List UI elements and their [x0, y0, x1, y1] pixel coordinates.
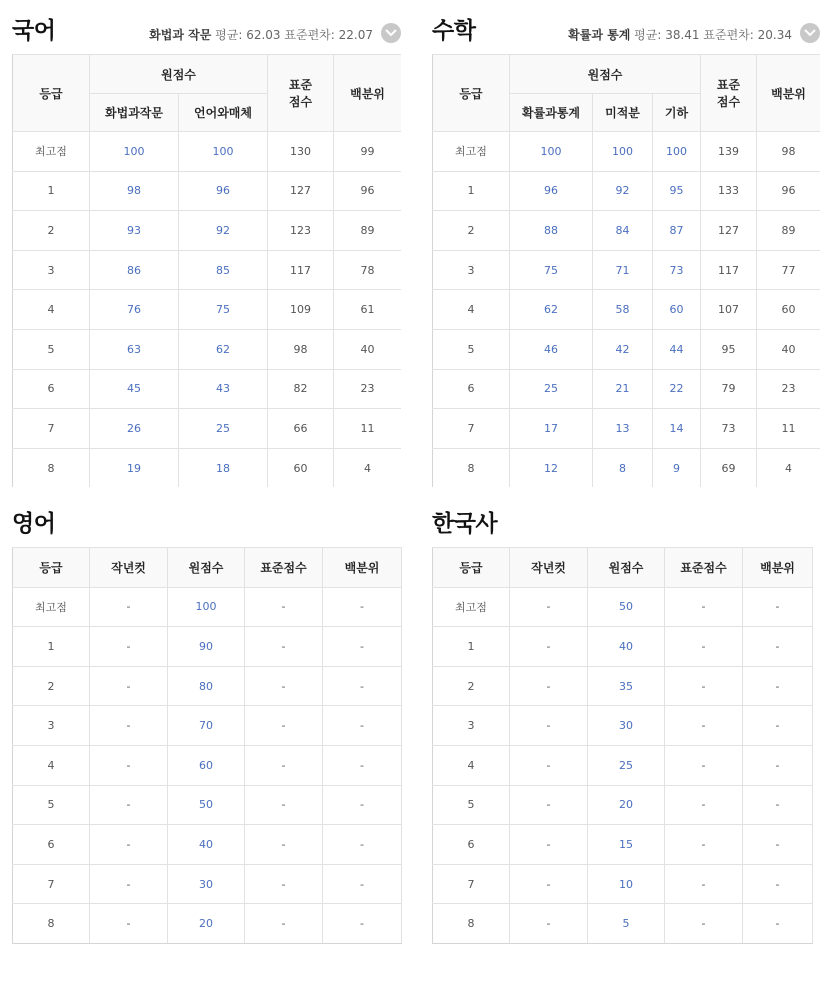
score-cell: 82	[268, 369, 334, 409]
raw-score-cell: 85	[179, 250, 268, 290]
table-row	[433, 448, 821, 487]
score-cell: 69	[701, 448, 757, 487]
korean-table	[12, 54, 401, 487]
score-cell: 95	[701, 329, 757, 369]
raw-score-cell: 13	[593, 409, 653, 449]
table-row	[13, 171, 402, 211]
raw-score-cell: 44	[653, 329, 701, 369]
raw-score-cell: 14	[653, 409, 701, 449]
raw-score-cell: 71	[593, 250, 653, 290]
score-cell: 89	[757, 211, 820, 251]
score-cell: 99	[334, 132, 402, 172]
score-cell: 133	[701, 171, 757, 211]
grade-cell: 7	[433, 864, 510, 904]
score-cell: -	[665, 666, 743, 706]
score-cell: 40	[757, 329, 820, 369]
score-cell: -	[743, 587, 813, 627]
raw-score-cell: 8	[593, 448, 653, 487]
history-th-raw: 원점수	[588, 548, 665, 588]
score-cell: -	[743, 825, 813, 865]
math-table-viewport[interactable]	[432, 54, 820, 487]
grade-cell: 3	[13, 250, 90, 290]
math-th-raw: 원점수	[510, 55, 701, 94]
table-row	[13, 587, 402, 627]
table-row	[433, 409, 821, 449]
grade-cell: 5	[433, 785, 510, 825]
raw-score-cell: 22	[653, 369, 701, 409]
korean-th-std: 표준 점수	[268, 55, 334, 132]
grade-cell: 최고점	[433, 587, 510, 627]
raw-score-cell: 86	[90, 250, 179, 290]
score-cell: -	[90, 904, 168, 944]
english-tbody	[13, 587, 402, 943]
grade-cell: 4	[433, 745, 510, 785]
score-cell: -	[245, 864, 323, 904]
raw-score-cell: 90	[168, 627, 245, 667]
table-row	[13, 369, 402, 409]
grade-cell: 8	[13, 448, 90, 487]
table-row	[433, 627, 813, 667]
score-cell: 23	[757, 369, 820, 409]
table-row	[13, 904, 402, 944]
english-th-grade: 등급	[13, 548, 90, 588]
grade-cell: 2	[433, 211, 510, 251]
grade-cell: 6	[433, 369, 510, 409]
score-cell: -	[323, 706, 402, 746]
score-cell: 98	[757, 132, 820, 172]
score-cell: -	[323, 785, 402, 825]
math-panel	[432, 12, 820, 487]
score-cell: 139	[701, 132, 757, 172]
math-mean: 38.41	[665, 28, 700, 42]
raw-score-cell: 80	[168, 666, 245, 706]
raw-score-cell: 30	[588, 706, 665, 746]
score-cell: -	[510, 785, 588, 825]
raw-score-cell: 76	[90, 290, 179, 330]
score-cell: 89	[334, 211, 402, 251]
raw-score-cell: 73	[653, 250, 701, 290]
score-cell: -	[743, 864, 813, 904]
score-cell: -	[245, 785, 323, 825]
score-cell: -	[323, 904, 402, 944]
raw-score-cell: 96	[179, 171, 268, 211]
raw-score-cell: 25	[179, 409, 268, 449]
score-cell: -	[510, 587, 588, 627]
raw-score-cell: 62	[510, 290, 593, 330]
grade-cell: 1	[13, 627, 90, 667]
score-cell: 123	[268, 211, 334, 251]
score-cell: 96	[757, 171, 820, 211]
score-cell: -	[90, 666, 168, 706]
grade-cell: 최고점	[433, 132, 510, 172]
raw-score-cell: 19	[90, 448, 179, 487]
score-cell: -	[665, 745, 743, 785]
math-title: 수학	[432, 18, 476, 44]
raw-score-cell: 92	[179, 211, 268, 251]
score-cell: -	[90, 745, 168, 785]
table-row	[433, 745, 813, 785]
score-cell: -	[743, 904, 813, 944]
score-cell: -	[665, 785, 743, 825]
history-th-grade: 등급	[433, 548, 510, 588]
raw-score-cell: 63	[90, 329, 179, 369]
table-row	[433, 132, 821, 172]
grade-cell: 3	[433, 706, 510, 746]
raw-score-cell: 75	[510, 250, 593, 290]
score-cell: -	[245, 706, 323, 746]
grade-cell: 5	[13, 329, 90, 369]
math-stats	[568, 26, 792, 43]
score-cell: -	[743, 745, 813, 785]
raw-score-cell: 75	[179, 290, 268, 330]
raw-score-cell: 60	[653, 290, 701, 330]
score-cell: -	[510, 706, 588, 746]
korean-sd: 22.07	[338, 28, 373, 42]
score-cell: -	[743, 706, 813, 746]
score-cell: -	[90, 587, 168, 627]
raw-score-cell: 40	[168, 825, 245, 865]
english-table	[12, 547, 402, 944]
score-cell: -	[90, 785, 168, 825]
raw-score-cell: 21	[593, 369, 653, 409]
raw-score-cell: 40	[588, 627, 665, 667]
grade-cell: 2	[13, 211, 90, 251]
score-cell: -	[743, 666, 813, 706]
korean-stats	[149, 26, 373, 43]
chevron-down-icon[interactable]	[381, 23, 401, 43]
raw-score-cell: 93	[90, 211, 179, 251]
score-cell: 11	[334, 409, 402, 449]
grade-cell: 최고점	[13, 587, 90, 627]
score-cell: 23	[334, 369, 402, 409]
history-table	[432, 547, 813, 944]
grade-cell: 7	[13, 409, 90, 449]
raw-score-cell: 50	[168, 785, 245, 825]
raw-score-cell: 15	[588, 825, 665, 865]
raw-score-cell: 35	[588, 666, 665, 706]
table-row	[433, 329, 821, 369]
korean-th-sub2: 언어와매체	[179, 94, 268, 132]
score-cell: 4	[757, 448, 820, 487]
table-row	[13, 864, 402, 904]
score-cell: 40	[334, 329, 402, 369]
score-cell: 96	[334, 171, 402, 211]
score-cell: -	[323, 587, 402, 627]
score-cell: 60	[757, 290, 820, 330]
table-row	[13, 825, 402, 865]
score-cell: 4	[334, 448, 402, 487]
score-cell: 77	[757, 250, 820, 290]
score-cell: -	[323, 745, 402, 785]
korean-mean: 62.03	[246, 28, 281, 42]
raw-score-cell: 25	[510, 369, 593, 409]
raw-score-cell: 10	[588, 864, 665, 904]
korean-title: 국어	[12, 18, 56, 44]
raw-score-cell: 18	[179, 448, 268, 487]
raw-score-cell: 5	[588, 904, 665, 944]
history-panel	[432, 505, 812, 944]
grade-cell: 1	[13, 171, 90, 211]
math-th-sub3: 기하	[653, 94, 701, 132]
score-cell: -	[245, 904, 323, 944]
grade-cell: 8	[433, 904, 510, 944]
score-cell: -	[323, 627, 402, 667]
score-cell: -	[323, 864, 402, 904]
score-cell: -	[510, 627, 588, 667]
raw-score-cell: 43	[179, 369, 268, 409]
score-cell: 66	[268, 409, 334, 449]
korean-mean-label: 평균:	[215, 28, 243, 42]
score-cell: -	[510, 825, 588, 865]
raw-score-cell: 100	[510, 132, 593, 172]
raw-score-cell: 95	[653, 171, 701, 211]
score-cell: -	[90, 864, 168, 904]
korean-tbody	[13, 132, 402, 488]
table-row	[433, 369, 821, 409]
table-row	[433, 587, 813, 627]
english-th-pct: 백분위	[323, 548, 402, 588]
grade-cell: 4	[13, 290, 90, 330]
score-cell: -	[323, 825, 402, 865]
raw-score-cell: 100	[593, 132, 653, 172]
grade-cell: 4	[433, 290, 510, 330]
grade-cell: 8	[433, 448, 510, 487]
score-cell: 61	[334, 290, 402, 330]
score-cell: 79	[701, 369, 757, 409]
score-cell: -	[90, 825, 168, 865]
score-cell: -	[510, 864, 588, 904]
score-cell: -	[743, 785, 813, 825]
grade-cell: 7	[13, 864, 90, 904]
grade-cell: 6	[433, 825, 510, 865]
score-cell: -	[665, 706, 743, 746]
raw-score-cell: 25	[588, 745, 665, 785]
grade-cell: 1	[433, 627, 510, 667]
score-cell: -	[90, 627, 168, 667]
table-row	[13, 329, 402, 369]
raw-score-cell: 50	[588, 587, 665, 627]
raw-score-cell: 92	[593, 171, 653, 211]
english-th-lastcut: 작년컷	[90, 548, 168, 588]
score-cell: -	[743, 627, 813, 667]
grade-cell: 7	[433, 409, 510, 449]
score-cell: 11	[757, 409, 820, 449]
score-cell: 98	[268, 329, 334, 369]
table-row	[13, 706, 402, 746]
korean-selected-subject: 화법과 작문	[149, 28, 212, 42]
math-header	[432, 12, 820, 54]
raw-score-cell: 60	[168, 745, 245, 785]
grade-cell: 8	[13, 904, 90, 944]
table-row	[13, 785, 402, 825]
raw-score-cell: 100	[168, 587, 245, 627]
grade-cell: 3	[433, 250, 510, 290]
score-cell: -	[245, 587, 323, 627]
raw-score-cell: 17	[510, 409, 593, 449]
raw-score-cell: 46	[510, 329, 593, 369]
grade-cell: 5	[13, 785, 90, 825]
raw-score-cell: 45	[90, 369, 179, 409]
score-cell: 127	[701, 211, 757, 251]
table-row	[433, 171, 821, 211]
raw-score-cell: 42	[593, 329, 653, 369]
korean-header	[12, 12, 401, 54]
raw-score-cell: 30	[168, 864, 245, 904]
score-cell: -	[510, 904, 588, 944]
score-cell: -	[245, 825, 323, 865]
score-cell: 130	[268, 132, 334, 172]
raw-score-cell: 12	[510, 448, 593, 487]
score-cell: -	[510, 666, 588, 706]
math-th-pct: 백분위	[757, 55, 820, 132]
raw-score-cell: 20	[588, 785, 665, 825]
english-panel	[12, 505, 401, 944]
math-th-sub1: 확률과통계	[510, 94, 593, 132]
score-cell: -	[245, 666, 323, 706]
table-row	[433, 250, 821, 290]
math-sd: 20.34	[757, 28, 792, 42]
korean-th-sub1: 화법과작문	[90, 94, 179, 132]
raw-score-cell: 9	[653, 448, 701, 487]
raw-score-cell: 96	[510, 171, 593, 211]
english-th-raw: 원점수	[168, 548, 245, 588]
score-cell: -	[245, 627, 323, 667]
table-row	[13, 448, 402, 487]
korean-th-raw: 원점수	[90, 55, 268, 94]
table-row	[13, 627, 402, 667]
table-row	[433, 825, 813, 865]
math-th-sub2: 미적분	[593, 94, 653, 132]
math-tbody	[433, 132, 821, 488]
table-row	[13, 409, 402, 449]
table-row	[13, 132, 402, 172]
table-row	[433, 904, 813, 944]
grade-cell: 2	[433, 666, 510, 706]
raw-score-cell: 58	[593, 290, 653, 330]
korean-th-grade: 등급	[13, 55, 90, 132]
math-mean-label: 평균:	[634, 28, 662, 42]
table-row	[433, 864, 813, 904]
table-row	[13, 211, 402, 251]
grade-cell: 최고점	[13, 132, 90, 172]
raw-score-cell: 20	[168, 904, 245, 944]
table-row	[433, 706, 813, 746]
table-row	[13, 666, 402, 706]
table-row	[433, 666, 813, 706]
score-cell: -	[665, 904, 743, 944]
table-row	[433, 290, 821, 330]
score-cell: 73	[701, 409, 757, 449]
raw-score-cell: 100	[653, 132, 701, 172]
score-cell: 107	[701, 290, 757, 330]
grade-cell: 3	[13, 706, 90, 746]
history-th-lastcut: 작년컷	[510, 548, 588, 588]
score-cell: 109	[268, 290, 334, 330]
raw-score-cell: 88	[510, 211, 593, 251]
table-row	[433, 785, 813, 825]
score-cell: -	[323, 666, 402, 706]
korean-table-viewport[interactable]	[12, 54, 401, 487]
history-tbody	[433, 587, 813, 943]
english-th-std: 표준점수	[245, 548, 323, 588]
grade-cell: 6	[13, 369, 90, 409]
history-th-std: 표준점수	[665, 548, 743, 588]
raw-score-cell: 62	[179, 329, 268, 369]
score-cell: -	[510, 745, 588, 785]
table-row	[13, 290, 402, 330]
grade-cell: 4	[13, 745, 90, 785]
korean-panel	[12, 12, 401, 487]
raw-score-cell: 100	[179, 132, 268, 172]
score-cell: -	[245, 745, 323, 785]
raw-score-cell: 26	[90, 409, 179, 449]
english-title: 영어	[12, 511, 56, 537]
raw-score-cell: 87	[653, 211, 701, 251]
raw-score-cell: 100	[90, 132, 179, 172]
score-cell: -	[665, 825, 743, 865]
raw-score-cell: 98	[90, 171, 179, 211]
score-cell: 117	[268, 250, 334, 290]
score-cell: 78	[334, 250, 402, 290]
grade-cell: 2	[13, 666, 90, 706]
math-sd-label: 표준편차:	[703, 28, 754, 42]
table-row	[13, 745, 402, 785]
grade-cell: 5	[433, 329, 510, 369]
table-row	[433, 211, 821, 251]
korean-sd-label: 표준편차:	[284, 28, 335, 42]
math-th-std: 표준 점수	[701, 55, 757, 132]
english-header	[12, 505, 401, 547]
grade-cell: 1	[433, 171, 510, 211]
score-cell: 117	[701, 250, 757, 290]
score-cell: -	[665, 864, 743, 904]
score-cell: -	[90, 706, 168, 746]
korean-th-pct: 백분위	[334, 55, 402, 132]
chevron-down-icon[interactable]	[800, 23, 820, 43]
score-cell: 60	[268, 448, 334, 487]
history-th-pct: 백분위	[743, 548, 813, 588]
raw-score-cell: 84	[593, 211, 653, 251]
history-header	[432, 505, 812, 547]
math-table	[432, 54, 820, 487]
math-th-grade: 등급	[433, 55, 510, 132]
raw-score-cell: 70	[168, 706, 245, 746]
score-cell: -	[665, 627, 743, 667]
math-selected-subject: 확률과 통계	[568, 28, 631, 42]
score-cell: -	[665, 587, 743, 627]
history-title: 한국사	[432, 511, 498, 537]
score-cell: 127	[268, 171, 334, 211]
table-row	[13, 250, 402, 290]
grade-cell: 6	[13, 825, 90, 865]
